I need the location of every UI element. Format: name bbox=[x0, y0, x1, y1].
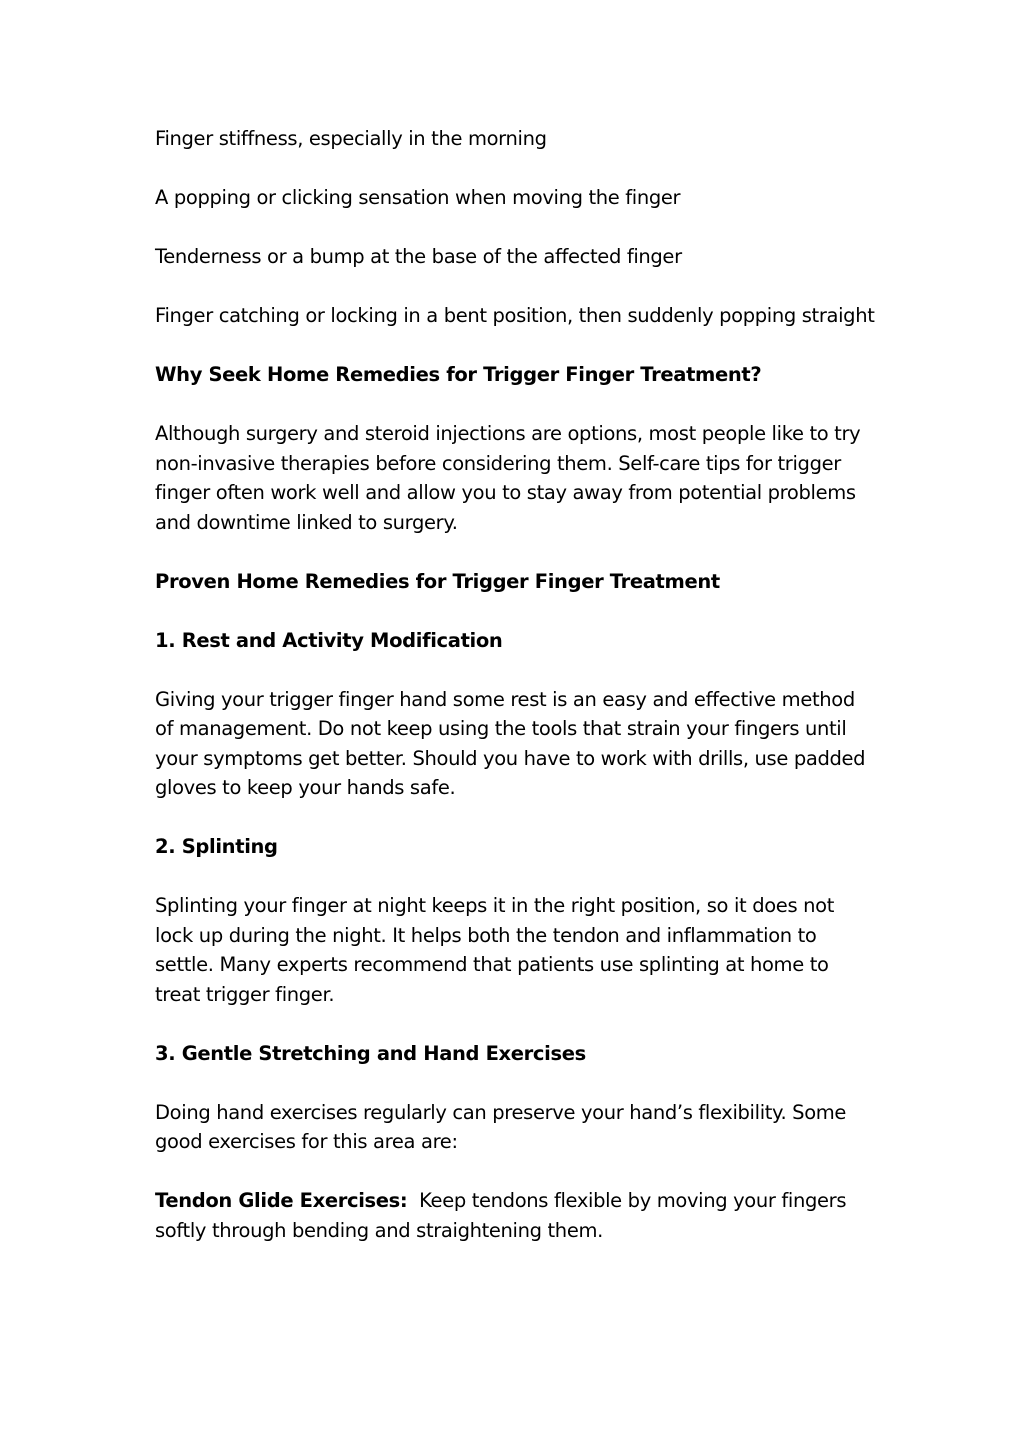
document-body bbox=[155, 124, 875, 1275]
symptom-item: Finger catching or locking in a bent position, then suddenly popping straight bbox=[155, 304, 875, 327]
symptom-item: A popping or clicking sensation when moving the finger bbox=[155, 186, 681, 209]
section-paragraph-exercises: Doing hand exercises regularly can preserve your hand’s flexibility. Some good exercises for this area are: bbox=[155, 1100, 847, 1153]
symptom-item: Finger stiffness, especially in the morning bbox=[155, 127, 547, 150]
section-paragraph-rest: Giving your trigger finger hand some rest is an easy and effective method of management. Do not keep using the tools that strain your fingers until your symptoms get better. Should you have to work with drills, use padded gloves to keep your hands safe. bbox=[155, 687, 866, 799]
symptom-item: Tenderness or a bump at the base of the affected finger bbox=[155, 245, 682, 268]
exercise-label: Tendon Glide Exercises: bbox=[155, 1189, 408, 1212]
section-heading-rest: 1. Rest and Activity Modification bbox=[155, 628, 503, 652]
section-heading-exercises: 3. Gentle Stretching and Hand Exercises bbox=[155, 1041, 586, 1065]
why-heading: Why Seek Home Remedies for Trigger Finger Treatment? bbox=[155, 363, 762, 386]
section-heading-splinting: 2. Splinting bbox=[155, 835, 278, 858]
exercise-item bbox=[155, 1186, 875, 1245]
section-paragraph-splinting: Splinting your finger at night keeps it in the right position, so it does not lock up during the night. It helps both the tendon and inflammation to settle. Many experts recommend that patients use splinting at home to treat trigger finger. bbox=[155, 894, 834, 1006]
exercise-text: Keep tendons flexible by moving your fingers softly through bending and straightening them. bbox=[155, 1189, 847, 1242]
proven-remedies-heading: Proven Home Remedies for Trigger Finger Treatment bbox=[155, 569, 720, 593]
why-paragraph: Although surgery and steroid injections are options, most people like to try non-invasive therapies before considering them. Self-care tips for trigger finger often work well and allow you to stay away from potential problems and downtime linked to surgery. bbox=[155, 422, 861, 534]
